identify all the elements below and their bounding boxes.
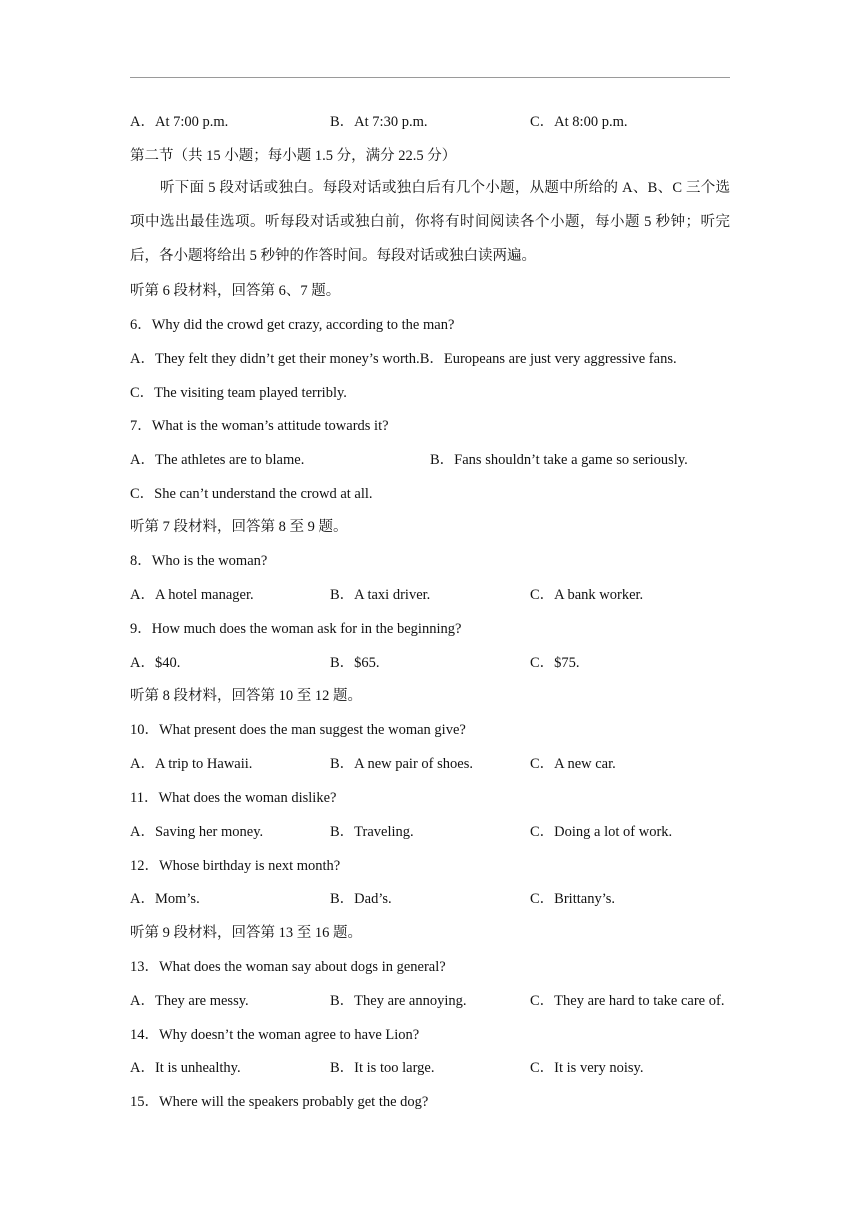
q9-option-a: A．$40. bbox=[130, 655, 181, 671]
q6-option-b: B．Europeans are just very aggressive fans. bbox=[419, 351, 677, 367]
q13-stem: 13．What does the woman say about dogs in general? bbox=[130, 959, 446, 975]
q5-option-b: B．At 7:30 p.m. bbox=[330, 114, 428, 130]
q8-option-a: A．A hotel manager. bbox=[130, 587, 254, 603]
q12-option-c: C．Brittany’s. bbox=[530, 891, 615, 907]
q8-option-b: B．A taxi driver. bbox=[330, 587, 431, 603]
q15-stem: 15．Where will the speakers probably get the dog? bbox=[130, 1094, 429, 1110]
q14-option-a: A．It is unhealthy. bbox=[130, 1060, 241, 1076]
q12-option-a: A．Mom’s. bbox=[130, 891, 200, 907]
q7-option-b: B．Fans shouldn’t take a game so seriously. bbox=[430, 452, 688, 468]
q5-option-a: A．At 7:00 p.m. bbox=[130, 114, 229, 130]
q9-option-b: B．$65. bbox=[330, 655, 380, 671]
q13-option-c: C．They are hard to take care of. bbox=[530, 993, 725, 1009]
q6-option-c: C．The visiting team played terribly. bbox=[130, 385, 347, 401]
q9-stem: 9．How much does the woman ask for in the beginning? bbox=[130, 621, 462, 637]
q7-stem: 7．What is the woman’s attitude towards it? bbox=[130, 418, 389, 434]
instructions-paragraph: 听下面 5 段对话或独白。每段对话或独白后有几个小题，从题中所给的 A、B、C 三个选项中选出最佳选项。听每段对话或独白前，你将有时间阅读各个小题，每小题 5 秒钟；听完后，各小题将给出 5 秒钟的作答时间。每段对话或独白读两遍。 bbox=[130, 180, 730, 264]
material-7-heading: 听第 7 段材料，回答第 8 至 9 题。 bbox=[130, 519, 348, 535]
q7-option-a: A．The athletes are to blame. bbox=[130, 452, 305, 468]
header-rule bbox=[130, 77, 730, 78]
q10-stem: 10．What present does the man suggest the woman give? bbox=[130, 722, 466, 738]
q11-stem: 11．What does the woman dislike? bbox=[130, 790, 337, 806]
q6-stem: 6．Why did the crowd get crazy, according to the man? bbox=[130, 317, 455, 333]
q13-option-a: A．They are messy. bbox=[130, 993, 249, 1009]
q14-stem: 14．Why doesn’t the woman agree to have Lion? bbox=[130, 1027, 420, 1043]
q11-option-a: A．Saving her money. bbox=[130, 824, 264, 840]
q11-option-b: B．Traveling. bbox=[330, 824, 414, 840]
material-9-heading: 听第 9 段材料，回答第 13 至 16 题。 bbox=[130, 925, 362, 941]
q10-option-b: B．A new pair of shoes. bbox=[330, 756, 473, 772]
material-8-heading: 听第 8 段材料，回答第 10 至 12 题。 bbox=[130, 688, 362, 704]
q9-option-c: C．$75. bbox=[530, 655, 580, 671]
q12-option-b: B．Dad’s. bbox=[330, 891, 392, 907]
q10-option-a: A．A trip to Hawaii. bbox=[130, 756, 253, 772]
q7-option-c: C．She can’t understand the crowd at all. bbox=[130, 486, 373, 502]
q11-option-c: C．Doing a lot of work. bbox=[530, 824, 673, 840]
q6-option-a: A．They felt they didn’t get their money’s worth. bbox=[130, 351, 420, 367]
q14-option-b: B．It is too large. bbox=[330, 1060, 435, 1076]
q6-options-ab bbox=[130, 350, 677, 368]
q10-option-c: C．A new car. bbox=[530, 756, 616, 772]
q8-option-c: C．A bank worker. bbox=[530, 587, 644, 603]
q8-stem: 8．Who is the woman? bbox=[130, 553, 268, 569]
section-header: 第二节（共 15 小题；每小题 1.5 分，满分 22.5 分） bbox=[130, 148, 457, 164]
q5-option-c: C．At 8:00 p.m. bbox=[530, 114, 628, 130]
q12-stem: 12．Whose birthday is next month? bbox=[130, 858, 341, 874]
q13-option-b: B．They are annoying. bbox=[330, 993, 467, 1009]
q14-option-c: C．It is very noisy. bbox=[530, 1060, 644, 1076]
material-6-heading: 听第 6 段材料，回答第 6、7 题。 bbox=[130, 283, 341, 299]
